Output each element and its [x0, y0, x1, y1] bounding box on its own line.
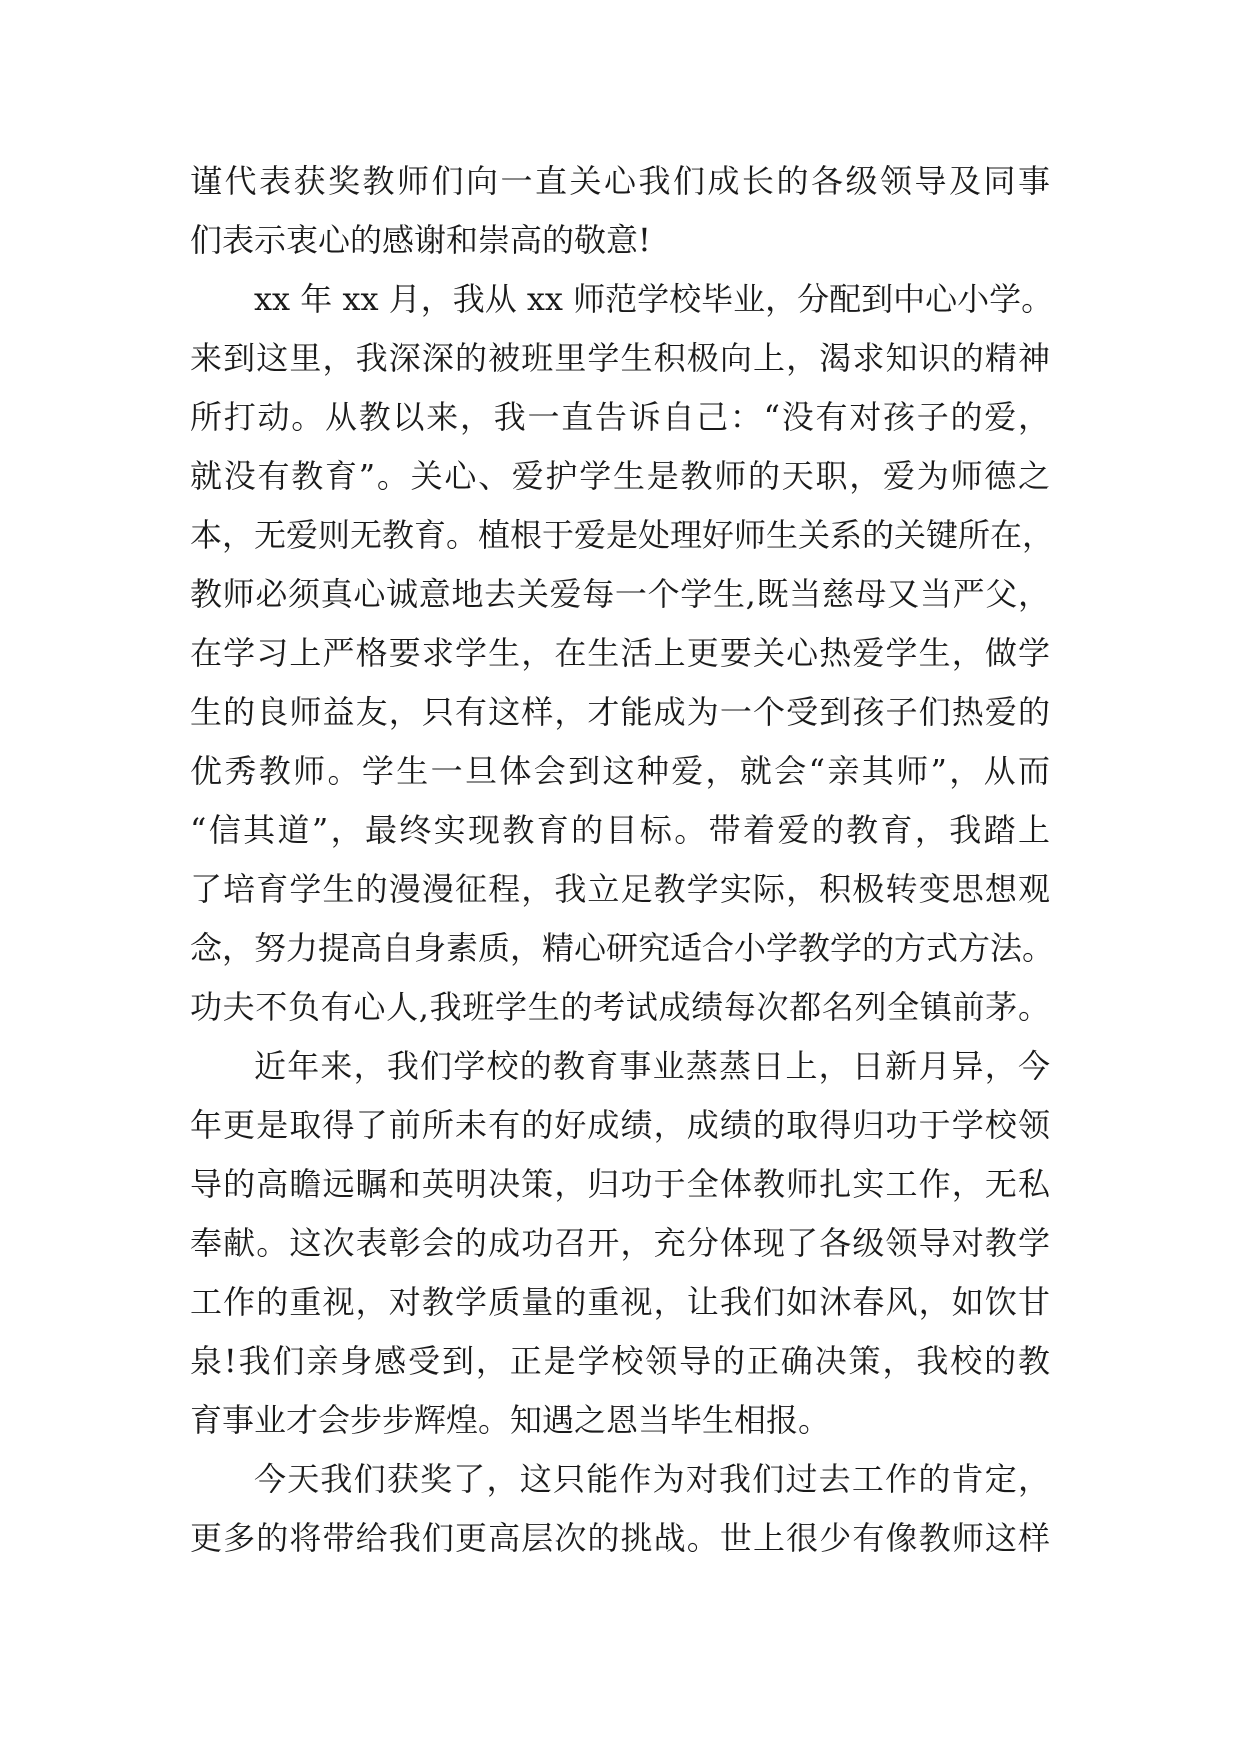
paragraph-4	[190, 1450, 1050, 1568]
text-line: 了培育学生的漫漫征程，我立足教学实际，积极转变思想观	[190, 870, 1050, 908]
text-line: 在学习上严格要求学生，在生活上更要关心热爱学生，做学	[190, 634, 1050, 672]
paragraph-2	[190, 270, 1055, 1037]
text-line: 谨代表获奖教师们向一直关心我们成长的各级领导及同事	[190, 162, 1050, 200]
text-line: 近年来，我们学校的教育事业蒸蒸日上，日新月异，今	[254, 1047, 1050, 1085]
text-line: 奉献。这次表彰会的成功召开，充分体现了各级领导对教学	[190, 1224, 1050, 1262]
text-line: xx 年 xx 月，我从 xx 师范学校毕业，分配到中心小学。	[254, 280, 1054, 318]
paragraph-1	[190, 152, 1050, 270]
text-line: 工作的重视，对教学质量的重视，让我们如沐春风，如饮甘	[190, 1283, 1050, 1321]
text-line: 育事业才会步步辉煌。知遇之恩当毕生相报。	[190, 1401, 831, 1439]
document-body	[190, 152, 1055, 1568]
text-line: 今天我们获奖了，这只能作为对我们过去工作的肯定，	[254, 1460, 1050, 1498]
paragraph-3	[190, 1037, 1050, 1450]
text-line: 更多的将带给我们更高层次的挑战。世上很少有像教师这样	[190, 1519, 1050, 1557]
text-line: 就没有教育”。关心、爱护学生是教师的天职，爱为师德之	[190, 457, 1050, 495]
text-line: 泉!我们亲身感受到，正是学校领导的正确决策，我校的教	[190, 1342, 1050, 1380]
text-line: 们表示衷心的感谢和崇高的敬意!	[190, 221, 651, 259]
text-line: 优秀教师。学生一旦体会到这种爱，就会“亲其师”，从而	[190, 752, 1050, 790]
text-line: 教师必须真心诚意地去关爱每一个学生,既当慈母又当严父，	[190, 575, 1050, 613]
text-line: 来到这里，我深深的被班里学生积极向上，渴求知识的精神	[190, 339, 1050, 377]
text-line: 年更是取得了前所未有的好成绩，成绩的取得归功于学校领	[190, 1106, 1050, 1144]
text-line: 本，无爱则无教育。植根于爱是处理好师生关系的关键所在，	[190, 516, 1055, 554]
text-line: 生的良师益友，只有这样，才能成为一个受到孩子们热爱的	[190, 693, 1050, 731]
text-line: 导的高瞻远瞩和英明决策，归功于全体教师扎实工作，无私	[190, 1165, 1050, 1203]
text-line: 功夫不负有心人,我班学生的考试成绩每次都名列全镇前茅。	[190, 988, 1050, 1026]
text-line: “信其道”，最终实现教育的目标。带着爱的教育，我踏上	[190, 811, 1050, 849]
text-line: 念，努力提高自身素质，精心研究适合小学教学的方式方法。	[190, 929, 1055, 967]
text-line: 所打动。从教以来，我一直告诉自己：“没有对孩子的爱，	[190, 398, 1050, 436]
